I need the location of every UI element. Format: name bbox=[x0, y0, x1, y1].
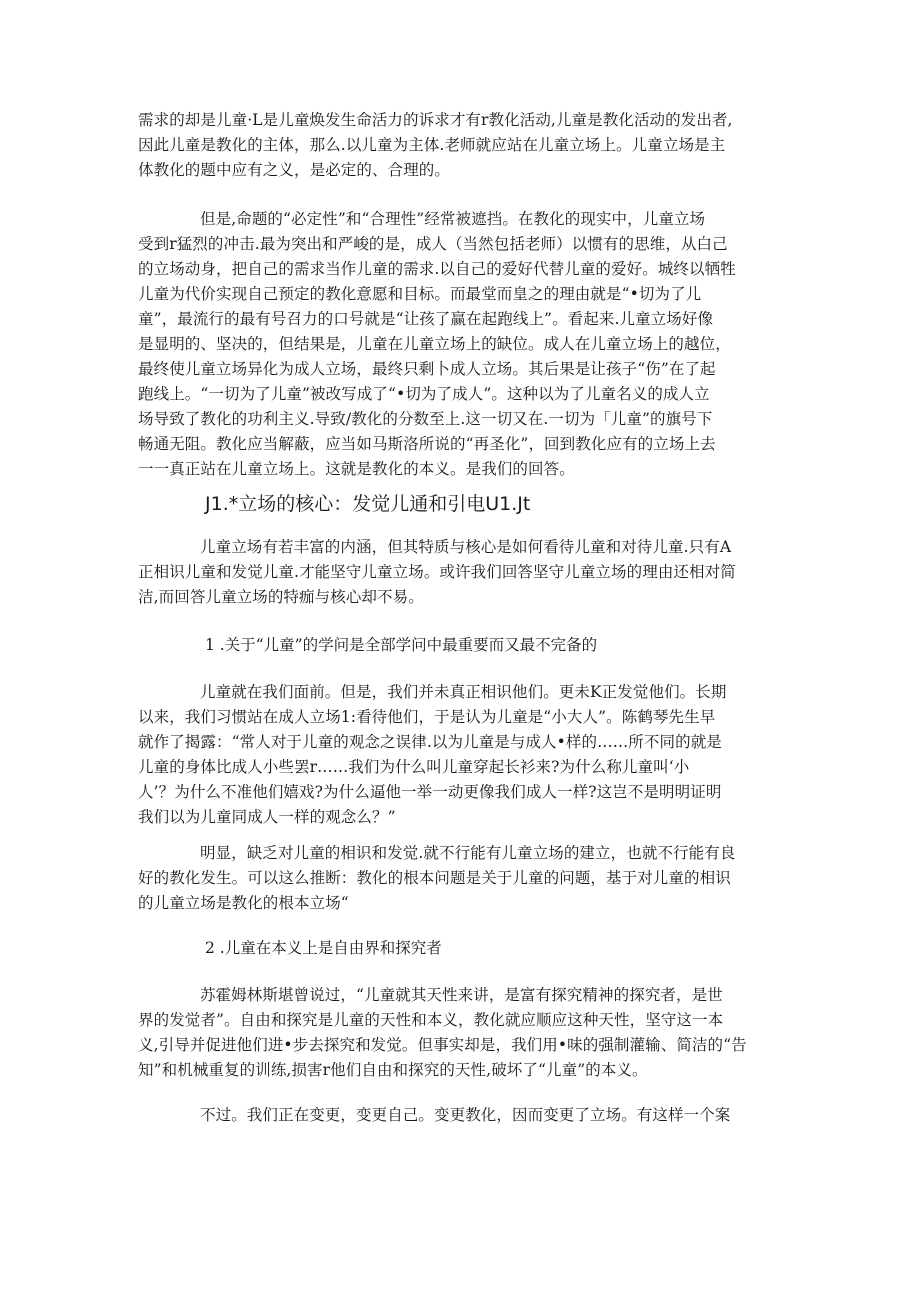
text-line: 界的发觉者”。自由和探究是儿童的天性和本义，教化就应顺应这种天性，坚守这一本 bbox=[138, 1011, 724, 1029]
text-line: 就作了揭露：“常人对于儿童的观念之误律.以为儿童是与成人•样的……所不同的就是 bbox=[138, 733, 722, 751]
text-line: 我们以为儿童同成人一样的观念么？” bbox=[138, 808, 396, 826]
text-line: 是显明的、坚决的，但结果是，儿童在儿童立场上的缺位。成人在儿童立场上的越位， bbox=[138, 335, 731, 353]
paragraph-4 bbox=[138, 680, 786, 830]
text-line: 最终使儿童立场异化为成人立场，最终只剩卜成人立场。其后果是让孩子“伤”在了起 bbox=[138, 360, 716, 378]
text-line: 儿童的身体比成人小些罢r……我们为什么叫儿童穿起长衫来?为什么称儿童叫‘小 bbox=[138, 758, 690, 776]
text-line: 正相识儿童和发觉儿童.才能坚守儿童立场。或许我们回答坚守儿童立场的理由还相对简 bbox=[138, 563, 736, 581]
text-line: 儿童立场有若丰富的内涵，但其特质与核心是如何看待儿童和对待儿童.只有A bbox=[200, 538, 732, 556]
paragraph-5 bbox=[138, 841, 786, 916]
paragraph-3 bbox=[138, 535, 786, 610]
text-line: 场导致了教化的功利主义.导致/教化的分数至上.这一切又在.一切为「儿童”的旗号下 bbox=[138, 410, 713, 428]
text-line: 明显，缺乏对儿童的相识和发觉.就不行能有儿童立场的建立，也就不行能有良 bbox=[200, 844, 736, 862]
text-line: 但是,命题的“必定性”和“合理性”经常被遮挡。在教化的现实中，儿童立场 bbox=[200, 210, 706, 228]
text-line: 需求的却是儿童·L是儿童焕发生命活力的诉求才有r教化活动,儿童是教化活动的发出者, bbox=[138, 111, 733, 129]
text-line: 的儿童立场是教化的根本立场“ bbox=[138, 894, 349, 912]
subheading-1: 1 .关于“儿童”的学问是全部学问中最重要而又最不完备的 bbox=[205, 636, 598, 654]
text-line: 洁,而回答儿童立场的特痂与核心却不易。 bbox=[138, 588, 424, 606]
text-line: 因此儿童是教化的主体，那么.以儿童为主体.老师就应站在儿童立场上。儿童立场是主 bbox=[138, 136, 726, 154]
text-line: 知”和机械重复的训练,损害r他们自由和探究的天性,破坏了“儿童”的本义。 bbox=[138, 1061, 648, 1079]
text-line: 体教化的题中应有之义，是必定的、合理的。 bbox=[138, 161, 451, 179]
text-line: 义,引导并促进他们进•步去探究和发觉。但事实却是，我们用•味的强制灌输、简洁的“告 bbox=[138, 1036, 747, 1054]
text-line: 跑线上。“一切为了儿童”被改写成了“•切为了成人”。这种以为了儿童名义的成人立 bbox=[138, 385, 710, 403]
text-line: 儿童就在我们面前。但是，我们并未真正相识他们。更未K正发觉他们。长期 bbox=[200, 683, 727, 701]
subheading-2: 2 .儿童在本义上是自由界和探究者 bbox=[205, 939, 442, 957]
paragraph-7 bbox=[138, 1103, 786, 1128]
text-line: 人’？为什么不准他们嬉戏?为什么逼他一举一动更像我们成人一样?这岂不是明明证明 bbox=[138, 783, 722, 801]
section-heading: J1.*立场的核心：发觉儿通和引电U1.Jt bbox=[205, 493, 531, 515]
text-line: 不过。我们正在变更，变更自己。变更教化，因而变更了立场。有这样一个案 bbox=[200, 1106, 731, 1124]
text-line: 以来，我们习惯站在成人立场1:看待他们，于是认为儿童是“小大人”。陈鹤琴先生早 bbox=[138, 708, 716, 726]
paragraph-2 bbox=[138, 207, 786, 482]
paragraph-1 bbox=[138, 108, 786, 183]
text-line: 受到r猛烈的冲击.最为突出和严峻的是，成人（当然包括老师）以惯有的思维，从白己 bbox=[138, 235, 728, 253]
text-line: 儿童为代价实现自己预定的教化意愿和目标。而最堂而皇之的理由就是“•切为了儿 bbox=[138, 285, 702, 303]
text-line: 的立场动身，把自己的需求当作儿童的需求.以自己的爱好代替儿童的爱好。城终以牺牲 bbox=[138, 260, 736, 278]
text-line: 童”，最流行的最有号召力的口号就是“让孩了赢在起跑线上”。看起来.儿童立场好像 bbox=[138, 310, 714, 328]
paragraph-6 bbox=[138, 983, 786, 1083]
text-line: 畅通无阻。教化应当解蔽，应当如马斯洛所说的“再圣化”，回到教化应有的立场上去 bbox=[138, 435, 716, 453]
text-line: 苏霍姆林斯堪曾说过，“儿童就其天性来讲，是富有探究精神的探究者，是世 bbox=[200, 986, 723, 1004]
text-line: 好的教化发生。可以这么推断：教化的根本问题是关于儿童的问题，基于对儿童的相识 bbox=[138, 869, 731, 887]
text-line: 一一真正站在儿童立场上。这就是教化的本义。是我们的回答。 bbox=[138, 460, 575, 478]
